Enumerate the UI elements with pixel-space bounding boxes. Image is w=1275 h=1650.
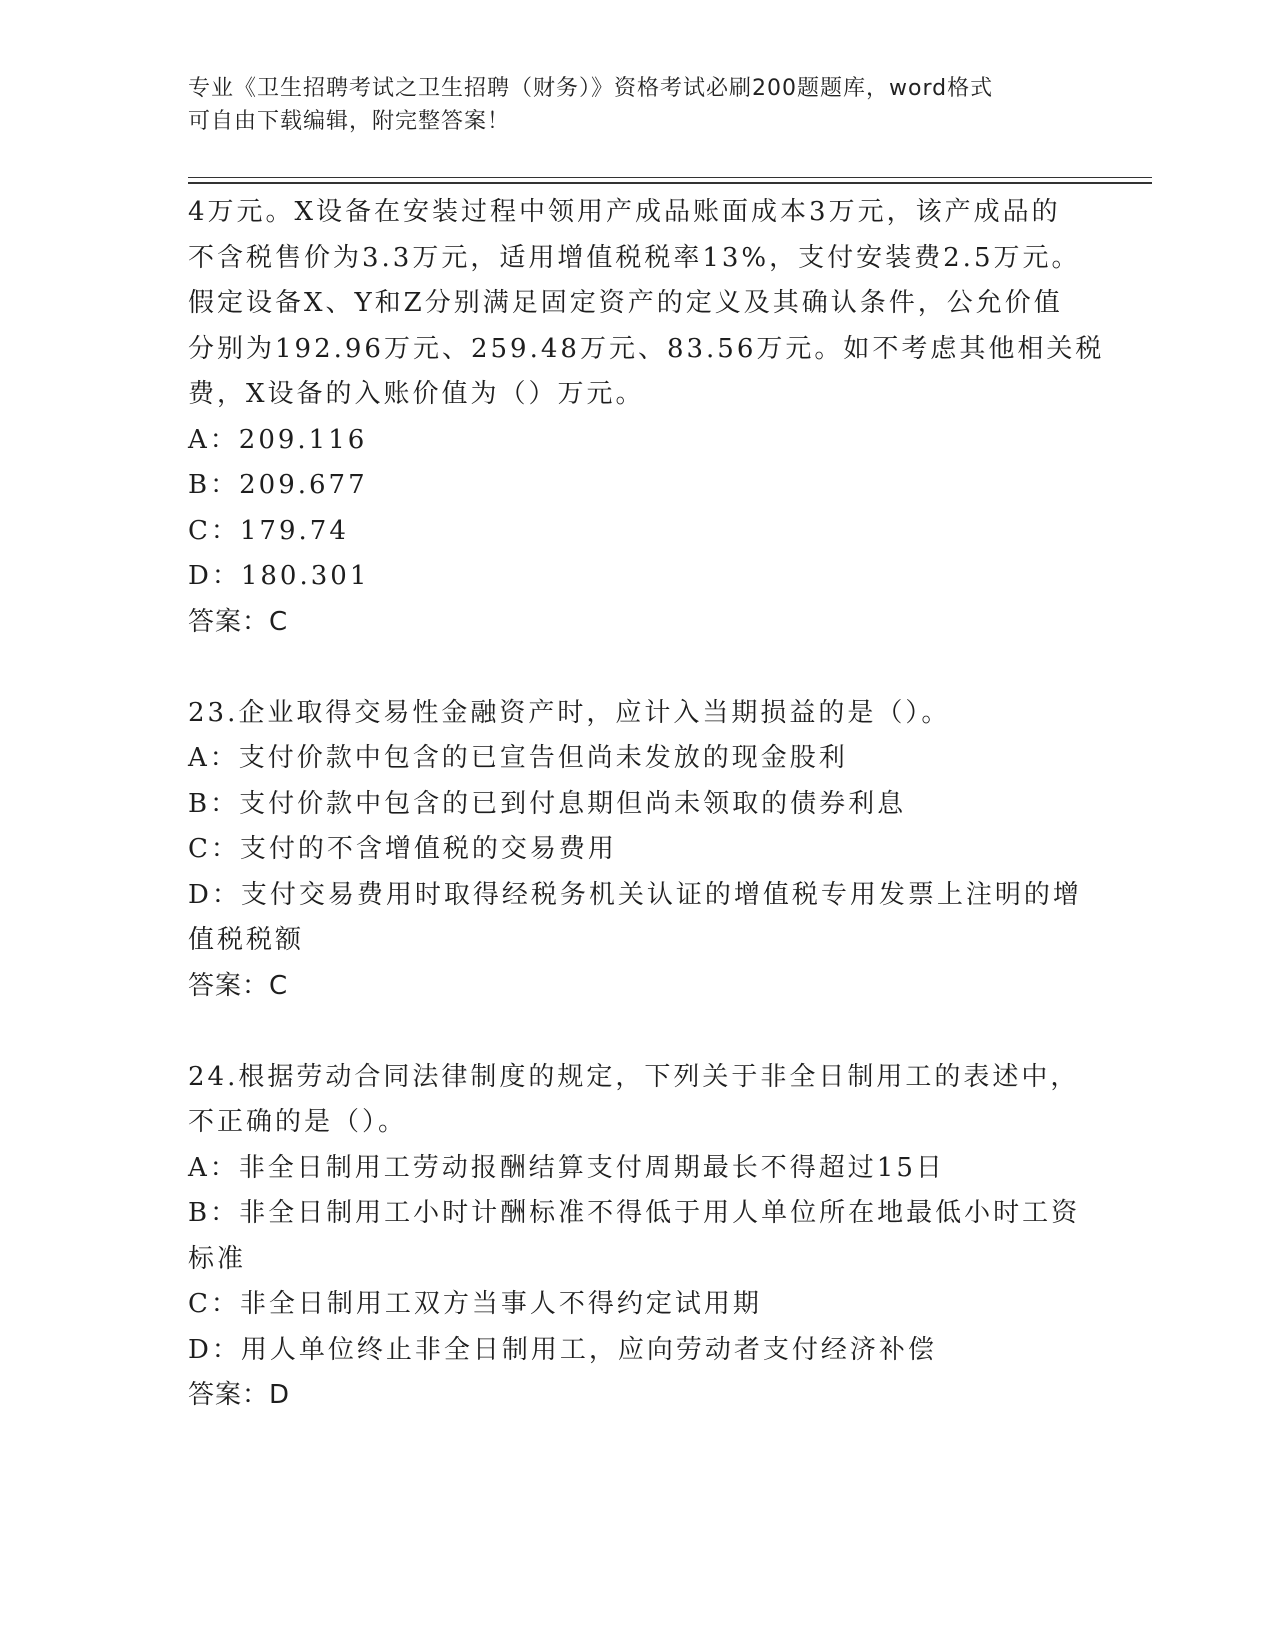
header-title-line-1: 专业《卫生招聘考试之卫生招聘（财务）》资格考试必刷200题题库，word格式 xyxy=(188,76,994,101)
question-block xyxy=(188,1055,1088,1419)
question-stem-line: 不正确的是（）。 xyxy=(188,1107,408,1137)
option-c: C：179.74 xyxy=(188,515,349,546)
question-stem-line: 分别为192.96万元、259.48万元、83.56万元。如不考虑其他相关税 xyxy=(188,333,1105,364)
question-block xyxy=(188,190,1105,645)
question-stem-line: 23.企业取得交易性金融资产时，应计入当期损益的是（）。 xyxy=(188,697,951,728)
option-d: D：180.301 xyxy=(188,561,370,591)
option-b-continued: 标准 xyxy=(188,1243,247,1274)
question-stem-line: 4万元。X设备在安装过程中领用产成品账面成本3万元，该产成品的 xyxy=(188,197,1061,227)
question-spacer xyxy=(188,645,1088,691)
question-stem-line: 假定设备X、Y和Z分别满足固定资产的定义及其确认条件，公允价值 xyxy=(188,288,1063,318)
option-b: B：支付价款中包含的已到付息期但尚未领取的债券利息 xyxy=(188,788,907,819)
option-c: C：非全日制用工双方当事人不得约定试用期 xyxy=(188,1289,762,1319)
answer-line: 答案：C xyxy=(188,606,289,637)
option-b: B：非全日制用工小时计酬标准不得低于用人单位所在地最低小时工资 xyxy=(188,1198,1081,1228)
option-a: A：支付价款中包含的已宣告但尚未发放的现金股利 xyxy=(188,743,848,773)
question-list xyxy=(188,190,1105,1419)
option-a: A：209.116 xyxy=(188,424,368,455)
header-divider-thick xyxy=(188,182,1152,184)
option-d-continued: 值税税额 xyxy=(188,925,305,955)
question-stem-line: 24.根据劳动合同法律制度的规定，下列关于非全日制用工的表述中， xyxy=(188,1061,1080,1092)
document-header xyxy=(188,72,1088,138)
question-spacer xyxy=(188,1009,1088,1055)
question-stem-line: 费，X设备的入账价值为（）万元。 xyxy=(188,379,645,409)
option-b: B：209.677 xyxy=(188,470,368,500)
header-divider-thin xyxy=(188,177,1152,178)
answer-line: 答案：C xyxy=(188,970,289,1001)
question-stem-line: 不含税售价为3.3万元，适用增值税税率13%，支付安装费2.5万元。 xyxy=(188,242,1081,273)
header-title-line-2: 可自由下载编辑，附完整答案！ xyxy=(188,109,511,134)
answer-line: 答案：D xyxy=(188,1380,291,1410)
option-d: D：用人单位终止非全日制用工，应向劳动者支付经济补偿 xyxy=(188,1334,937,1365)
question-block xyxy=(188,691,1088,1010)
option-c: C：支付的不含增值税的交易费用 xyxy=(188,834,617,864)
option-a: A：非全日制用工劳动报酬结算支付周期最长不得超过15日 xyxy=(188,1152,945,1183)
option-d: D：支付交易费用时取得经税务机关认证的增值税专用发票上注明的增 xyxy=(188,879,1082,910)
